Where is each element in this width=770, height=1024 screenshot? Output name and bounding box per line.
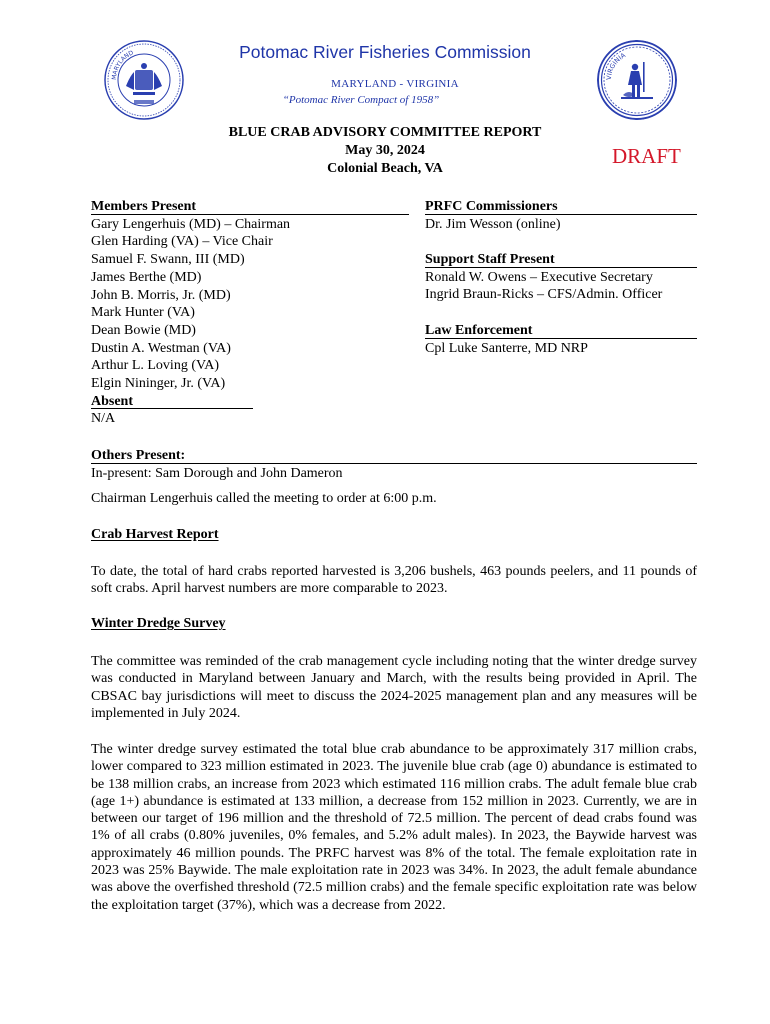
member-item: Glen Harding (VA) – Vice Chair xyxy=(91,234,273,250)
law-enforcement-item: Cpl Luke Santerre, MD NRP xyxy=(425,340,588,356)
commissioners-heading: PRFC Commissioners xyxy=(425,198,697,216)
others-heading: Others Present: xyxy=(91,447,697,465)
compact-line: “Potomac River Compact of 1958” xyxy=(282,94,440,106)
support-staff-heading: Support Staff Present xyxy=(425,251,697,269)
member-item: Samuel F. Swann, III (MD) xyxy=(91,252,245,268)
member-item: Mark Hunter (VA) xyxy=(91,305,195,321)
harvest-text: To date, the total of hard crabs reported harvested is 3,206 bushels, 463 pounds peelers, and 11 pounds of soft crabs. April harvest numbers are more comparable to 2023. xyxy=(91,564,697,597)
member-item: John B. Morris, Jr. (MD) xyxy=(91,287,231,303)
members-column xyxy=(91,198,409,428)
staff-column xyxy=(425,198,697,357)
draft-stamp: DRAFT xyxy=(612,144,681,168)
org-name: Potomac River Fisheries Commission xyxy=(239,42,531,62)
staff-item: Ronald W. Owens – Executive Secretary xyxy=(425,269,653,285)
staff-item: Ingrid Braun-Ricks – CFS/Admin. Officer xyxy=(425,287,663,303)
law-enforcement-heading: Law Enforcement xyxy=(425,322,697,340)
svg-text:VIRGINIA: VIRGINIA xyxy=(604,51,627,81)
dredge-paragraph-2: The winter dredge survey estimated the total blue crab abundance to be approximately 317 million crabs, lower compared to 323 million estimated in 2023. The juvenile blue crab (age 0) abundance is estimated to be 138 million crabs, an increase from 2023 which estimated 116 million crabs. The adult female blue crab (age 1+) abundance is estimated at 133 million, a decrease from 152 million in 2023. Currently, we are in between our target of 196 million and the threshold of 72.5 million. The percent of dead crabs found was 1% of all crabs (0.80% juveniles, 0% females, and 5.2% adult males). In 2023, the Baywide harvest was approximately 46 million pounds. The PRFC harvest was 8% of the total. The female exploitation rate in 2023 was 25% Baywide. The male exploitation rate in 2023 was 34%. In 2023, the adult female abundance was above the overfished threshold (72.5 million crabs) and the female specific exploitation rate was below the exploitation target (37%), which was a decrease from 2022. xyxy=(91,742,697,913)
report-location: Colonial Beach, VA xyxy=(327,161,443,176)
member-item: Dustin A. Westman (VA) xyxy=(91,340,231,356)
member-item: Arthur L. Loving (VA) xyxy=(91,358,220,374)
absent-value: N/A xyxy=(91,411,116,427)
members-heading: Members Present xyxy=(91,198,409,216)
dredge-paragraph-1: The committee was reminded of the crab management cycle including noting that the winter dredge survey was conducted in Maryland between January and March, with the results being provided in April. The CBSAC bay jurisdictions will meet to discuss the 2024-2025 management plan and any measures will be implemented in July 2024. xyxy=(91,654,697,721)
member-item: James Berthe (MD) xyxy=(91,269,202,285)
harvest-heading: Crab Harvest Report xyxy=(91,527,219,542)
absent-heading: Absent xyxy=(91,393,253,411)
states-line: MARYLAND - VIRGINIA xyxy=(331,78,459,90)
commissioner-item: Dr. Jim Wesson (online) xyxy=(425,216,561,232)
member-item: Dean Bowie (MD) xyxy=(91,322,196,338)
svg-text:MARYLAND: MARYLAND xyxy=(110,49,135,81)
others-present xyxy=(91,447,697,482)
member-item: Gary Lengerhuis (MD) – Chairman xyxy=(91,216,291,232)
call-to-order: Chairman Lengerhuis called the meeting to order at 6:00 p.m. xyxy=(91,491,437,506)
report-title: BLUE CRAB ADVISORY COMMITTEE REPORT xyxy=(228,125,542,140)
dredge-heading: Winter Dredge Survey xyxy=(91,616,226,631)
others-text: In-present: Sam Dorough and John Dameron xyxy=(91,465,343,481)
report-date: May 30, 2024 xyxy=(345,143,425,158)
member-item: Elgin Nininger, Jr. (VA) xyxy=(91,376,226,392)
